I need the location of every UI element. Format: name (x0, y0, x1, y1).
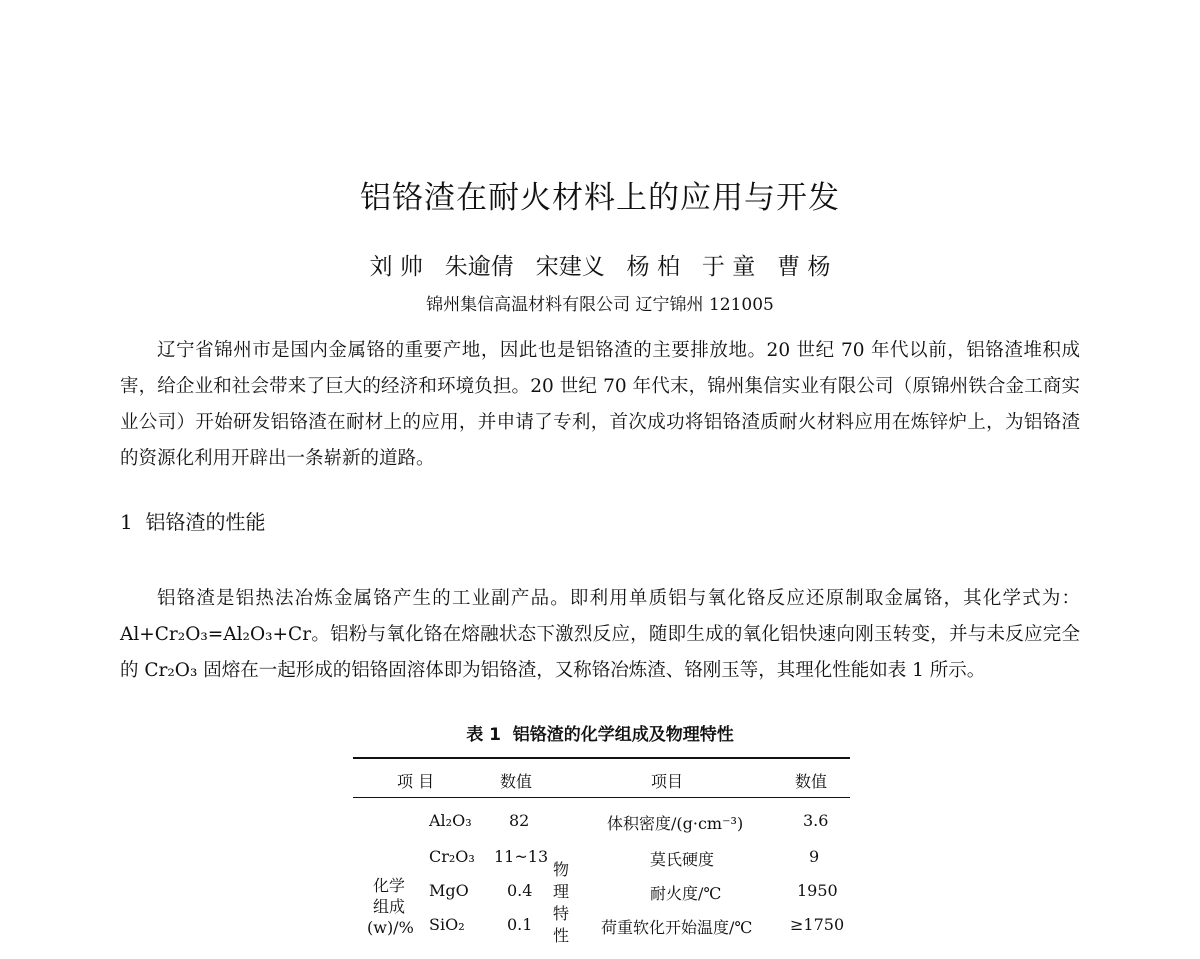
group-label-line: 化学 (372, 876, 405, 895)
chemical-formula: Al+Cr₂O₃=Al₂O₃+Cr (120, 624, 312, 645)
chem-item: MgO (429, 881, 469, 900)
author: 曹 杨 (777, 254, 831, 280)
phys-item: 耐火度/℃ (650, 884, 722, 903)
paragraph-text: 铝铬渣是铝热法冶炼金属铬产生的工业副产品。即利用单质铝与氧化铬反应还原制取金属铬，其化学式为： (157, 588, 1080, 609)
chem-item: SiO₂ (429, 915, 465, 934)
chem-value: 0.4 (507, 881, 533, 900)
chem-value: 82 (509, 811, 530, 830)
chem-value: 11~13 (494, 847, 549, 866)
group-label-line: (w)/% (367, 918, 414, 937)
header-item-chemical: 项 目 (397, 772, 435, 791)
phys-value: 9 (809, 847, 820, 866)
phys-value: 1950 (797, 881, 838, 900)
properties-paragraph (120, 581, 1080, 689)
group-label-char: 理 (552, 882, 569, 901)
group-label-char: 物 (552, 860, 569, 879)
phys-item: 体积密度/(g·cm⁻³) (607, 814, 744, 833)
author: 刘 帅 (369, 254, 423, 280)
chemical-formula: Cr₂O₃ (144, 660, 198, 681)
author: 宋建义 (535, 254, 605, 280)
phys-item: 莫氏硬度 (650, 850, 715, 869)
table-number: 表 1 (466, 725, 501, 745)
affiliation-postcode: 121005 (708, 295, 774, 315)
section-heading (120, 506, 265, 535)
paragraph-text: 。铝粉与氧化铬在熔融状态下激烈反应，随即生成的氧化铝快速向刚玉转变，并与未反应完全的 (120, 624, 1080, 681)
phys-value: 3.6 (803, 811, 829, 830)
phys-value: ≥1750 (790, 915, 845, 934)
author-list (0, 248, 1200, 281)
group-label-char: 特 (552, 904, 569, 923)
chem-value: 0.1 (507, 915, 533, 934)
section-number: 1 (120, 510, 133, 534)
affiliation-organization: 锦州集信高温材料有限公司 (426, 295, 631, 315)
header-value-physical: 数值 (795, 772, 828, 791)
affiliation-location: 辽宁锦州 (635, 295, 704, 315)
header-rule (353, 797, 850, 798)
header-value-chemical: 数值 (500, 772, 533, 791)
group-label-physical (551, 859, 571, 947)
author: 杨 柏 (626, 254, 680, 280)
author: 朱逾倩 (444, 254, 514, 280)
group-label-char: 性 (552, 926, 569, 945)
phys-item: 荷重软化开始温度/℃ (601, 918, 753, 937)
table-caption-text: 铝铬渣的化学组成及物理特性 (512, 725, 734, 745)
author: 于 童 (701, 254, 756, 280)
chem-item: Cr₂O₃ (429, 847, 475, 866)
paper-title: 铝铬渣在耐火材料上的应用与开发 (360, 180, 840, 216)
affiliation (0, 290, 1200, 315)
header-item-physical: 项目 (651, 772, 684, 791)
properties-table (353, 757, 850, 959)
section-title: 铝铬渣的性能 (145, 510, 266, 534)
table-caption (0, 720, 1200, 745)
intro-paragraph: 辽宁省锦州市是国内金属铬的重要产地，因此也是铝铬渣的主要排放地。20 世纪 70 年代以前，铝铬渣堆积成害，给企业和社会带来了巨大的经济和环境负担。20 世纪 70 年代末，锦州集信实业有限公司（原锦州铁合金工商实业公司）开始研发铝铬渣在耐材上的应用，并申请了专利，首次成功将铝铬渣质耐火材料应用在炼锌炉上，为铝铬渣的资源化利用开辟出一条崭新的道路。 (120, 340, 1080, 469)
group-label-chemical (367, 875, 414, 938)
group-label-line: 组成 (372, 897, 405, 916)
chem-item: Al₂O₃ (429, 811, 472, 830)
paragraph-text: 固熔在一起形成的铝铬固溶体即为铝铬渣，又称铬冶炼渣、铬刚玉等，其理化性能如表 1 所示。 (197, 660, 986, 681)
